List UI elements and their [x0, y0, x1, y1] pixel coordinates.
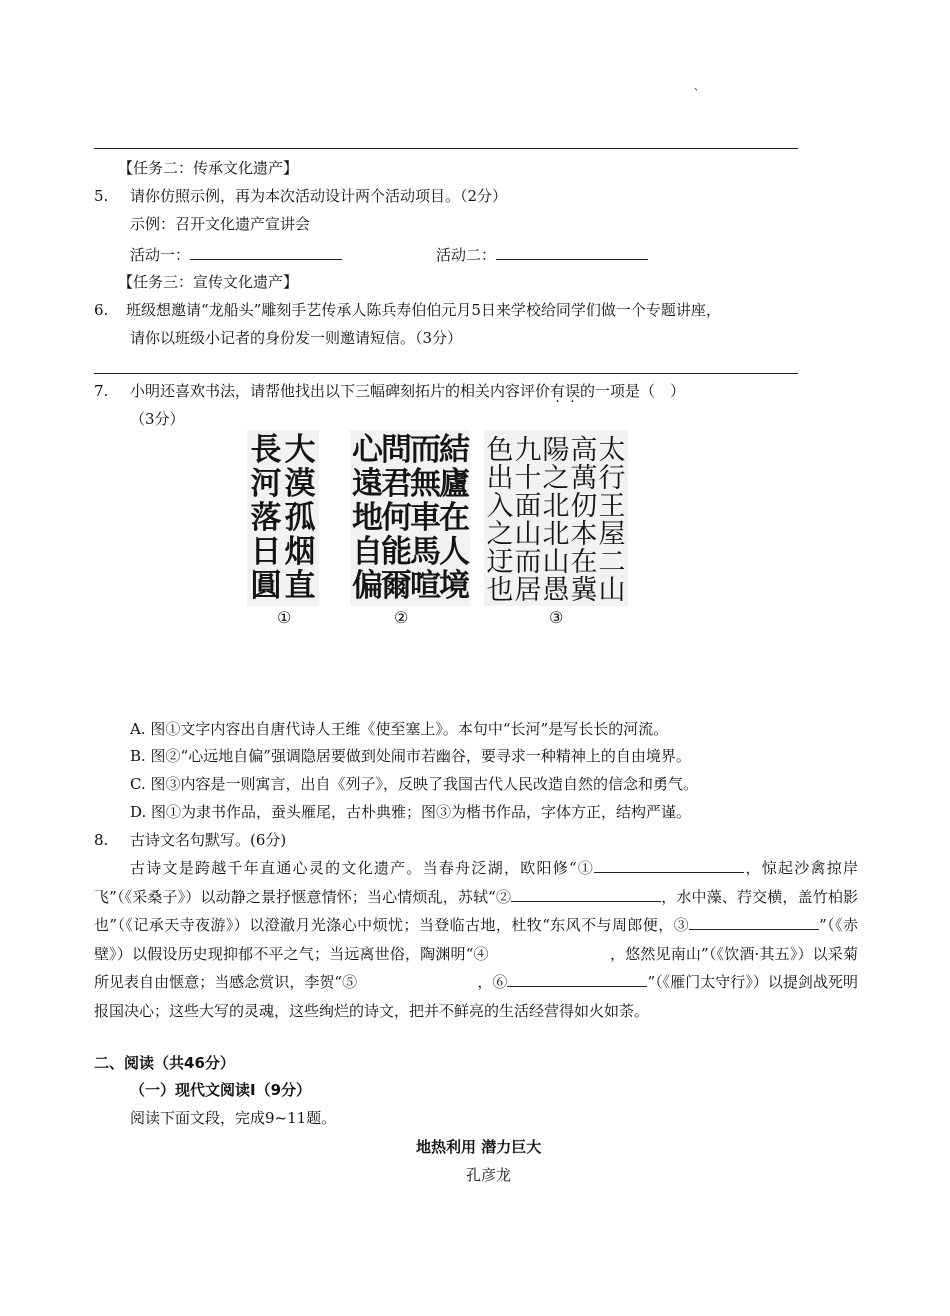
- rubbing-glyph: 車: [410, 500, 441, 536]
- rubbing-glyph: 能: [381, 534, 412, 570]
- q8-blank-6[interactable]: [507, 970, 647, 987]
- rubbing-glyph: 也: [486, 575, 514, 605]
- q7-number: 7.: [94, 382, 109, 400]
- rubbing-glyph: 行: [598, 463, 626, 493]
- rubbing-2: [350, 430, 470, 606]
- rubbing-glyph: 圓: [250, 568, 282, 604]
- q8-blank-2[interactable]: [511, 885, 661, 902]
- caption-3: ③: [549, 608, 564, 627]
- rubbing-glyph: 九: [514, 435, 542, 465]
- q8-p2: ，惊起沙禽掠岸飞”（《采桑子》）以动静之景抒惬意情怀；当心情烦乱，苏轼“②: [94, 859, 858, 906]
- rubbing-glyph: 本: [570, 519, 598, 549]
- reading-instruction: 阅读下面文段，完成9~11题。: [130, 1109, 337, 1127]
- rubbing-glyph: 二: [598, 547, 626, 577]
- q8-text: 古诗文名句默写。(6分): [130, 831, 287, 849]
- article-author: 孔彦龙: [466, 1166, 512, 1184]
- rubbing-glyph: 長: [250, 432, 282, 468]
- q7-text: [130, 381, 685, 401]
- rubbing-3: [484, 430, 628, 606]
- q8-blank-1[interactable]: [594, 856, 744, 873]
- q5-activity2-blank[interactable]: [496, 243, 648, 260]
- rubbing-glyph: 偏: [352, 568, 383, 604]
- q7-option-a[interactable]: A. 图①文字内容出自唐代诗人王维《使至塞上》。本句中“长河”是写长长的河流。: [130, 720, 669, 738]
- rubbing-glyph: 漠: [284, 466, 316, 502]
- rubbing-glyph: 之: [486, 519, 514, 549]
- q5-number: 5.: [94, 187, 109, 205]
- q7-option-c[interactable]: C. 图③内容是一则寓言，出自《列子》，反映了我国古代人民改造自然的信念和勇气。: [130, 775, 698, 793]
- rubbing-glyph: 山: [542, 547, 570, 577]
- rubbing-glyph: 之: [542, 463, 570, 493]
- rubbing-glyph: 何: [381, 500, 412, 536]
- top-mark: 、: [694, 82, 704, 93]
- rubbing-glyph: 廬: [439, 466, 470, 502]
- section2-heading: 二、阅读（共46分）: [94, 1054, 235, 1072]
- rubbing-glyph: 落: [250, 500, 282, 536]
- caption-2: ②: [394, 608, 409, 627]
- q7-text-before: 小明还喜欢书法，请帮他找出以下三幅碑刻拓片的相关内容评价: [130, 382, 551, 400]
- rubbing-glyph: 高: [570, 435, 598, 465]
- rubbing-glyph: 入: [486, 491, 514, 521]
- task3-heading: 【任务三：宣传文化遗产】: [118, 273, 299, 291]
- rubbing-glyph: 馬: [410, 534, 441, 570]
- q5-activity2-label: 活动二：: [436, 246, 497, 264]
- q8-p1: 古诗文是跨越千年直通心灵的文化遗产。当春舟泛湖，欧阳修“①: [130, 859, 595, 877]
- q8-number: 8.: [94, 831, 109, 849]
- rubbing-glyph: 陽: [542, 435, 570, 465]
- rubbing-glyph: 色: [486, 435, 514, 465]
- rubbing-glyph: 山: [514, 519, 542, 549]
- q6-number: 6.: [94, 301, 109, 319]
- rubbing-glyph: 爾: [381, 568, 412, 604]
- rubbing-glyph: 北: [542, 519, 570, 549]
- q5-text: 请你仿照示例，再为本次活动设计两个活动项目。（2分）: [130, 187, 508, 205]
- q5-activity1: [130, 243, 342, 265]
- rubbing-glyph: 烟: [284, 534, 316, 570]
- rubbing-glyph: 日: [250, 534, 282, 570]
- rubbing-glyph: 面: [514, 491, 542, 521]
- q7-text-after: 的一项是（ ）: [580, 382, 686, 400]
- caption-1: ①: [277, 608, 292, 627]
- q7-emph-1: 有: [550, 382, 566, 400]
- rubbing-glyph: 大: [284, 432, 316, 468]
- rubbing-glyph: 自: [352, 534, 383, 570]
- q6-answer-line[interactable]: [94, 373, 798, 374]
- rubbing-glyph: 萬: [570, 463, 598, 493]
- q5-activity2: [436, 243, 648, 265]
- q8-p4: ”（《赤壁》）以假设历史现抑郁不平之气；当远离世俗，陶渊明“④ ，悠然见南山”（《饮酒·其五》）以采菊所见表自由惬意；当感念赏识，李贺“⑤ ，⑥: [94, 916, 859, 991]
- q5-example: 示例：召开文化遗产宣讲会: [130, 215, 311, 233]
- subsection1-heading: （一）现代文阅读I（9分）: [130, 1081, 312, 1099]
- rubbing-glyph: 在: [439, 500, 470, 536]
- rubbing-glyph: 在: [570, 547, 598, 577]
- rubbing-glyph: 人: [439, 534, 470, 570]
- rubbing-glyph: 冀: [570, 575, 598, 605]
- rubbing-glyph: 君: [381, 466, 412, 502]
- rubbing-glyph: 問: [381, 432, 412, 468]
- rubbing-glyph: 而: [410, 432, 441, 468]
- rubbing-glyph: 遠: [352, 466, 383, 502]
- rubbing-glyph: 而: [514, 547, 542, 577]
- rubbing-1: [247, 430, 319, 606]
- q5-activity1-label: 活动一：: [130, 246, 191, 264]
- rubbing-glyph: 王: [598, 491, 626, 521]
- q7-option-d[interactable]: D. 图①为隶书作品，蚕头雁尾，古朴典雅；图③为楷书作品，字体方正，结构严谨。: [130, 803, 692, 821]
- rubbing-glyph: 山: [598, 575, 626, 605]
- q8-passage: [94, 854, 858, 1025]
- q7-option-b[interactable]: B. 图②“心远地自偏”强调隐居要做到处闹市若幽谷，要寻求一种精神上的自由境界。: [130, 747, 691, 765]
- rubbing-glyph: 河: [250, 466, 282, 502]
- task2-heading: 【任务二：传承文化遗产】: [118, 159, 299, 177]
- rubbing-glyph: 屋: [598, 519, 626, 549]
- rubbing-glyph: 無: [410, 466, 441, 502]
- article-title: 地热利用 潜力巨大: [416, 1138, 542, 1156]
- q6-line2: 请你以班级小记者的身份发一则邀请短信。（3分）: [130, 329, 463, 347]
- q8-p3: ，水中藻、荇交横，盖竹柏影也”（《记承天寺夜游》）以澄澈月光涤心中烦忧；当登临古地，杜牧“东风不与周郎便，③: [94, 887, 858, 934]
- rubbing-glyph: 心: [352, 432, 383, 468]
- rubbing-glyph: 仞: [570, 491, 598, 521]
- rubbing-glyph: 迂: [486, 547, 514, 577]
- answer-line-prev[interactable]: [94, 148, 798, 149]
- rubbing-glyph: 太: [598, 435, 626, 465]
- q5-activity1-blank[interactable]: [190, 243, 342, 260]
- q8-blank-3[interactable]: [689, 913, 819, 930]
- q6-line1: 班级想邀请“龙船头”雕刻手艺传承人陈兵寿伯伯元月5日来学校给同学们做一个专题讲座，: [126, 301, 721, 319]
- q7-emph-2: 误: [565, 382, 581, 400]
- q7-points: （3分）: [130, 410, 185, 428]
- rubbing-glyph: 十: [514, 463, 542, 493]
- rubbing-glyph: 居: [514, 575, 542, 605]
- rubbing-glyph: 孤: [284, 500, 316, 536]
- rubbing-glyph: 喧: [410, 568, 441, 604]
- q8-p5: ”（《雁门太守行》）以提剑战死明报国决心；这些大写的灵魂，这些绚烂的诗文，把并不鲜亮的生活经营得如火如荼。: [94, 973, 859, 1020]
- rubbing-glyph: 出: [486, 463, 514, 493]
- rubbing-glyph: 結: [439, 432, 470, 468]
- rubbing-glyph: 愚: [542, 575, 570, 605]
- rubbing-glyph: 境: [439, 568, 470, 604]
- rubbing-glyph: 直: [284, 568, 316, 604]
- rubbing-glyph: 北: [542, 491, 570, 521]
- rubbing-glyph: 地: [352, 500, 383, 536]
